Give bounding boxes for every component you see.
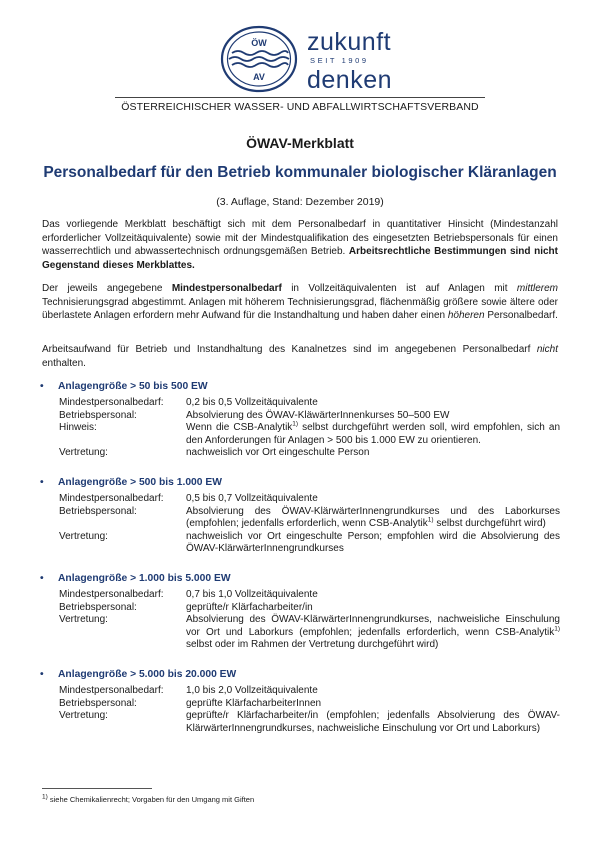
footnote-ref: 1) xyxy=(292,420,299,428)
row-key: Mindestpersonalbedarf: xyxy=(59,493,164,504)
row-key: Betriebspersonal: xyxy=(59,601,137,613)
footnote-ref: 1) xyxy=(554,625,560,633)
p3-text-b: enthalten. xyxy=(42,357,86,369)
p3-text-a: Arbeitsaufwand für Betrieb und Instandhaltung des Kanalnetzes sind im angegebenen Personalbedarf xyxy=(42,344,537,355)
section-row xyxy=(40,397,560,410)
row-value: Absolvierung des ÖWAV-KläwärterInnenkurses 50–500 EW xyxy=(186,409,450,421)
section-heading-text: Anlagengröße > 500 bis 1.000 EW xyxy=(58,477,222,488)
p2-italic-2: höheren xyxy=(447,310,485,322)
row-value: 0,2 bis 0,5 Vollzeitäquivalente xyxy=(186,397,318,408)
row-value: 0,5 bis 0,7 Vollzeitäquivalente xyxy=(186,493,318,504)
section-row xyxy=(40,447,560,460)
footnote-mark: 1) xyxy=(42,793,48,801)
section-heading xyxy=(40,573,560,589)
bullet-icon: • xyxy=(40,381,44,392)
section-row xyxy=(40,698,560,711)
page-title: Personalbedarf für den Betrieb kommunaler biologischer Kläranlagen xyxy=(43,164,557,181)
row-value: geprüfte/r Klärfacharbeiter/in (empfohlen; jedenfalls Absolvierung des ÖWAV-KlärwärterInnengrundkurses, nachweisliche Einschulung vor Ort und Laborkurs) xyxy=(186,710,560,734)
bullet-icon: • xyxy=(40,573,44,584)
footnote-text: siehe Chemikalienrecht; Vorgaben für den Umgang mit Giften xyxy=(47,795,255,804)
section-heading-text: Anlagengröße > 50 bis 500 EW xyxy=(58,381,208,392)
row-value: nachweislich vor Ort eingeschulte Person xyxy=(186,447,370,459)
section-500-1000 xyxy=(40,477,560,556)
p1-bold: Arbeitsrechtliche Bestimmungen sind nicht Gegenstand dieses Merkblattes. xyxy=(42,246,558,272)
logo-word-denken: denken xyxy=(307,66,393,94)
organization-name: ÖSTERREICHISCHER WASSER- UND ABFALLWIRTSCHAFTSVERBAND xyxy=(121,101,479,113)
row-value-a: Absolvierung des ÖWAV-KlärwärterInnengrundkurses, nachweisliche Einschulung vor Ort und Laborkurs (empfohlen; jedenfalls erforderlich, wenn CSB-Analytik xyxy=(186,614,560,638)
row-key: Betriebspersonal: xyxy=(59,697,137,709)
section-50-500 xyxy=(40,381,560,460)
section-row xyxy=(40,531,560,556)
intro-paragraph-3 xyxy=(42,343,558,370)
section-5000-20000 xyxy=(40,669,560,735)
row-value-b: selbst durchgeführt werden soll, wird empfohlen, sich an den Anforderungen für Anlagen > 500 bis 1.000 EW zu orientieren. xyxy=(186,422,561,446)
p2-text-c: Technisierungsgrad abgestimmt. Anlagen mit höherem Technisierungsgrad, flächenmäßig größere sowie ältere oder überlastete Anlagen erfordern mehr Aufwand für die Instandhaltung und haben daher einen xyxy=(42,296,558,322)
logo-wordmark xyxy=(307,29,392,93)
emblem-letters-top: ÖW xyxy=(251,38,267,48)
row-key: Vertretung: xyxy=(59,710,108,722)
owav-emblem-icon xyxy=(220,25,298,93)
row-key: Mindestpersonalbedarf: xyxy=(59,685,164,696)
footnote xyxy=(42,795,254,804)
row-key: Mindestpersonalbedarf: xyxy=(59,589,164,600)
row-key: Betriebspersonal: xyxy=(59,505,137,517)
row-value: nachweislich vor Ort eingeschulte Person; empfohlen wird die Absolvierung des ÖWAV-KlärwärterInnengrundkurses xyxy=(186,530,560,555)
row-key: Vertretung: xyxy=(59,614,108,626)
section-row xyxy=(40,506,560,531)
section-row xyxy=(40,602,560,615)
doc-type: ÖWAV-Merkblatt xyxy=(246,135,354,151)
row-value: geprüfte KlärfacharbeiterInnen xyxy=(186,697,322,709)
edition-note: (3. Auflage, Stand: Dezember 2019) xyxy=(216,196,384,208)
header-rule xyxy=(115,97,485,98)
footnote-rule xyxy=(42,788,152,789)
logo-word-zukunft: zukunft xyxy=(307,28,392,56)
row-value-a: Absolvierung des ÖWAV-KlärwärterInnengrundkurses und des Laborkurses (empfohlen; jedenfalls erforderlich, wenn CSB-Analytik xyxy=(186,505,560,530)
row-value-a: Wenn die CSB-Analytik xyxy=(186,422,293,434)
section-row xyxy=(40,422,560,447)
owav-logo xyxy=(220,25,420,95)
section-row xyxy=(40,589,560,602)
p2-text-b: in Vollzeitäquivalenten ist auf Anlagen mit xyxy=(281,283,517,294)
p1-text: Das vorliegende Merkblatt beschäftigt sich mit dem Personalbedarf in quantitativer Hinsicht (Mindestanzahl erforderlicher Vollzeitäquivalente) sowie mit der Mindestqualifikation des eingesetzten Betriebspersonals für einen wasserrechtlich und abwassertechnisch ordnungsgemäßen Betrieb. xyxy=(42,219,558,258)
row-value-b: selbst oder im Rahmen der Vertretung durchgeführt wird) xyxy=(186,639,439,651)
row-value: geprüfte/r Klärfacharbeiter/in xyxy=(186,601,313,613)
row-value: 0,7 bis 1,0 Vollzeitäquivalente xyxy=(186,589,318,600)
row-value xyxy=(186,506,560,531)
row-key: Vertretung: xyxy=(59,530,108,542)
section-row xyxy=(40,410,560,423)
section-row xyxy=(40,710,560,735)
logo-seit: SEIT 1909 xyxy=(310,56,369,65)
emblem-letters-bottom: AV xyxy=(253,72,265,82)
section-1000-5000 xyxy=(40,573,560,652)
row-value-b: selbst durchgeführt wird) xyxy=(433,518,546,530)
p2-text-a: Der jeweils angegebene xyxy=(42,283,172,294)
intro-paragraph-2 xyxy=(42,282,558,323)
p2-bold: Mindestpersonalbedarf xyxy=(171,283,282,294)
bullet-icon: • xyxy=(40,669,44,680)
section-row xyxy=(40,685,560,698)
row-key: Betriebspersonal: xyxy=(59,409,137,421)
p2-text-d: Personalbedarf. xyxy=(484,310,558,322)
section-row xyxy=(40,493,560,506)
section-heading xyxy=(40,477,560,493)
bullet-icon: • xyxy=(40,477,44,488)
section-heading-text: Anlagengröße > 1.000 bis 5.000 EW xyxy=(58,573,231,584)
row-key: Vertretung: xyxy=(59,447,108,459)
footnote-ref: 1) xyxy=(427,516,434,524)
section-heading xyxy=(40,381,560,397)
row-key: Hinweis: xyxy=(59,422,97,434)
intro-paragraph-1 xyxy=(42,218,558,273)
section-heading xyxy=(40,669,560,685)
row-value: 1,0 bis 2,0 Vollzeitäquivalente xyxy=(186,685,318,696)
row-key: Mindestpersonalbedarf: xyxy=(59,397,164,408)
p3-italic: nicht xyxy=(536,344,558,355)
row-value xyxy=(186,614,560,652)
section-heading-text: Anlagengröße > 5.000 bis 20.000 EW xyxy=(58,669,237,680)
p2-italic-1: mittlerem xyxy=(516,283,559,294)
row-value xyxy=(186,422,560,447)
section-row xyxy=(40,614,560,652)
